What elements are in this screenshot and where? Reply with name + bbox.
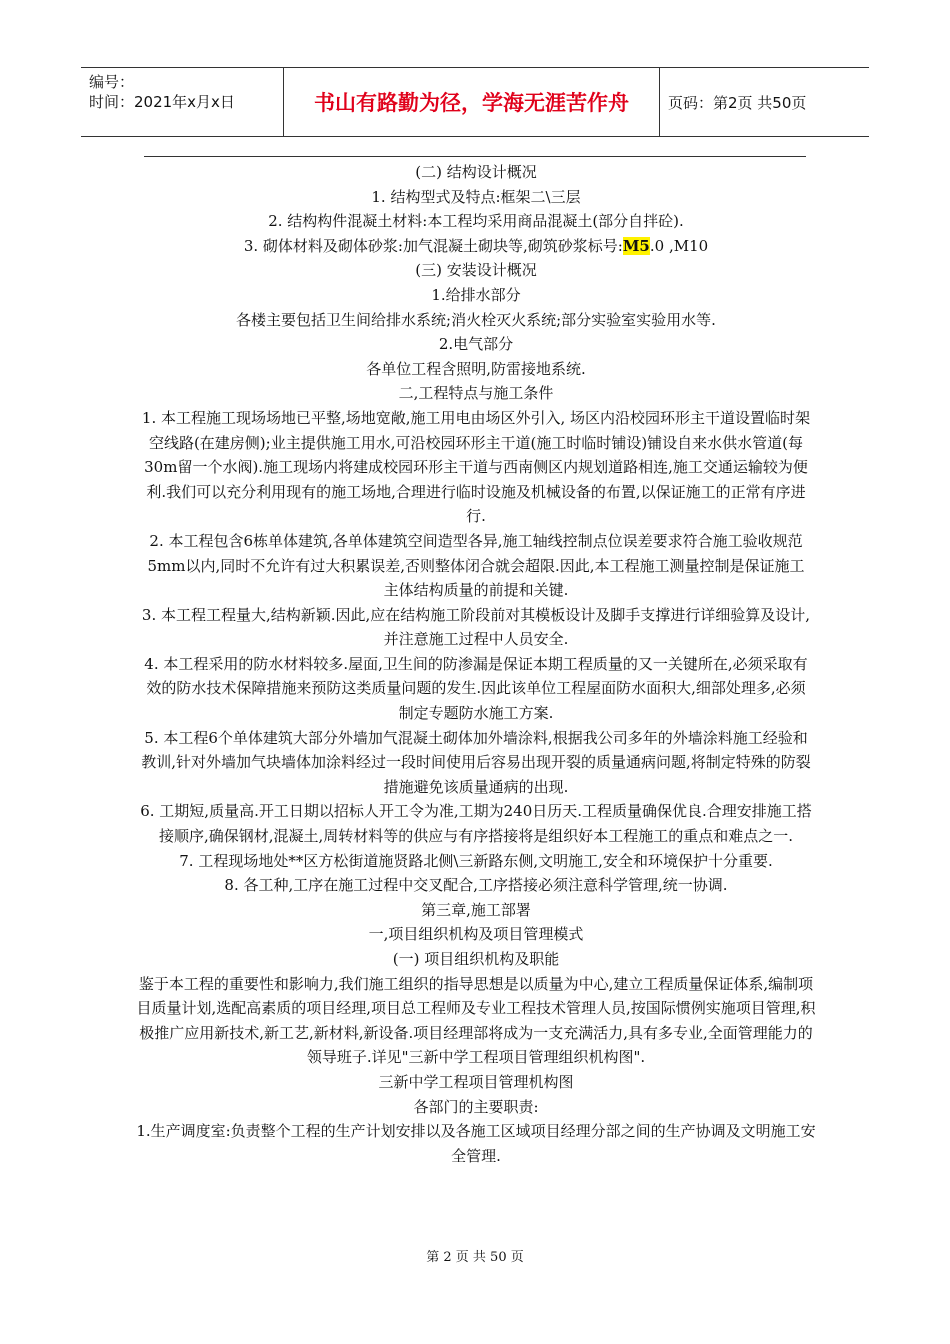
page-footer: 第 2 页 共 50 页 [426, 1250, 524, 1265]
paragraph: 2. 结构构件混凝土材料:本工程均采用商品混凝土(部分自拌砼). [268, 212, 684, 231]
paragraph: 6. 工期短,质量高.开工日期以招标人开工令为准,工期为240日历天.工程质量确保优良.合理安排施工搭接顺序,确保钢材,混凝土,周转材料等的供应与有序搭接将是组织好本工程施工的重点和难点之一. [140, 802, 812, 846]
paragraph: 8. 各工种,工序在施工过程中交叉配合,工序搭接必须注意科学管理,统一协调. [224, 876, 728, 895]
section-heading: 二,工程特点与施工条件 [398, 384, 554, 403]
paragraph [140, 234, 812, 259]
header-motto: 书山有路勤为径，学海无涯苦作舟 [284, 68, 660, 136]
document-header [81, 67, 869, 137]
paragraph: 2. 本工程包含6栋单体建筑,各单体建筑空间造型各异,施工轴线控制点位误差要求符合施工验收规范5mm以内,同时不允许有过大积累误差,否则整体闭合就会超限.因此,本工程施工测量控制是保证施工主体结构质量的前提和关键. [147, 531, 805, 600]
chapter-heading: 第三章,施工部署 [421, 900, 531, 919]
subsection-heading: (一) 项目组织机构及职能 [392, 950, 560, 968]
paragraph: 3. 本工程工程量大,结构新颖.因此,应在结构施工阶段前对其模板设计及脚手支撑进行详细验算及设计,并注意施工过程中人员安全. [141, 605, 811, 649]
figure-caption: 三新中学工程项目管理机构图 [378, 1072, 574, 1091]
paragraph: 各单位工程含照明,防雷接地系统. [366, 359, 586, 378]
header-page-info: 页码：第2页 共50页 [668, 93, 807, 112]
paragraph: 1. 结构型式及特点:框架二\三层 [371, 187, 581, 206]
paragraph: 5. 本工程6个单体建筑大部分外墙加气混凝土砌体加外墙涂料,根据我公司多年的外墙涂料施工经验和教训,针对外墙加气块墙体加涂料经过一段时间使用后容易出现开裂的质量通病问题,将制定特殊的防裂措施避免该质量通病的出现. [141, 728, 811, 796]
document-body [136, 160, 816, 1168]
section-heading: (三) 安装设计概况 [415, 261, 537, 280]
paragraph: 7. 工程现场地处**区方松街道施贤路北侧\三新路东侧,文明施工,安全和环境保护十分重要. [179, 851, 773, 870]
subsection-heading: 1.给排水部分 [431, 285, 521, 304]
section-heading: 一,项目组织机构及项目管理模式 [368, 925, 584, 944]
paragraph: 各部门的主要职责: [413, 1097, 539, 1116]
number-label: 编号： [89, 73, 135, 91]
highlighted-text: M5 [622, 236, 650, 255]
section-heading: (二) 结构设计概况 [415, 163, 537, 181]
paragraph: 鉴于本工程的重要性和影响力,我们施工组织的指导思想是以质量为中心,建立工程质量保证体系,编制项目质量计划,选配高素质的项目经理,项目总工程师及专业工程技术管理人员,按国际惯例实施项目管理,积极推广应用新技术,新工艺,新材料,新设备.项目经理部将成为一支充满活力,具有多专业,全面管理能力的领导班子.详见"三新中学工程项目管理组织机构图". [136, 974, 816, 1067]
text-run: 3. 砌体材料及砌体砂浆:加气混凝土砌块等,砌筑砂浆标号: [243, 236, 623, 255]
text-run: .0 ,M10 [649, 236, 709, 255]
header-divider [144, 156, 806, 157]
paragraph: 各楼主要包括卫生间给排水系统;消火栓灭火系统;部分实验室实验用水等. [236, 310, 716, 329]
paragraph: 1.生产调度室:负责整个工程的生产计划安排以及各施工区域项目经理分部之间的生产协调及文明施工安全管理. [136, 1122, 816, 1165]
paragraph: 4. 本工程采用的防水材料较多.屋面,卫生间的防渗漏是保证本期工程质量的又一关键所在,必须采取有效的防水技术保障措施来预防这类质量问题的发生.因此该单位工程屋面防水面积大,细部处理多,必须制定专题防水施工方案. [144, 654, 808, 723]
date-label: 时间：2021年x月x日 [89, 93, 235, 111]
paragraph: 1. 本工程施工现场场地已平整,场地宽敞,施工用电由场区外引入, 场区内沿校园环形主干道设置临时架空线路(在建房侧);业主提供施工用水,可沿校园环形主干道(施工时临时铺设)铺设自来水供水管道(每30m留一个水阀).施工现场内将建成校园环形主干道与西南侧区内规划道路相连,施工交通运输较为便利.我们可以充分利用现有的施工场地,合理进行临时设施及机械设备的布置,以保证施工的正常有序进行. [141, 408, 811, 526]
header-meta [81, 68, 284, 136]
subsection-heading: 2.电气部分 [438, 335, 514, 354]
